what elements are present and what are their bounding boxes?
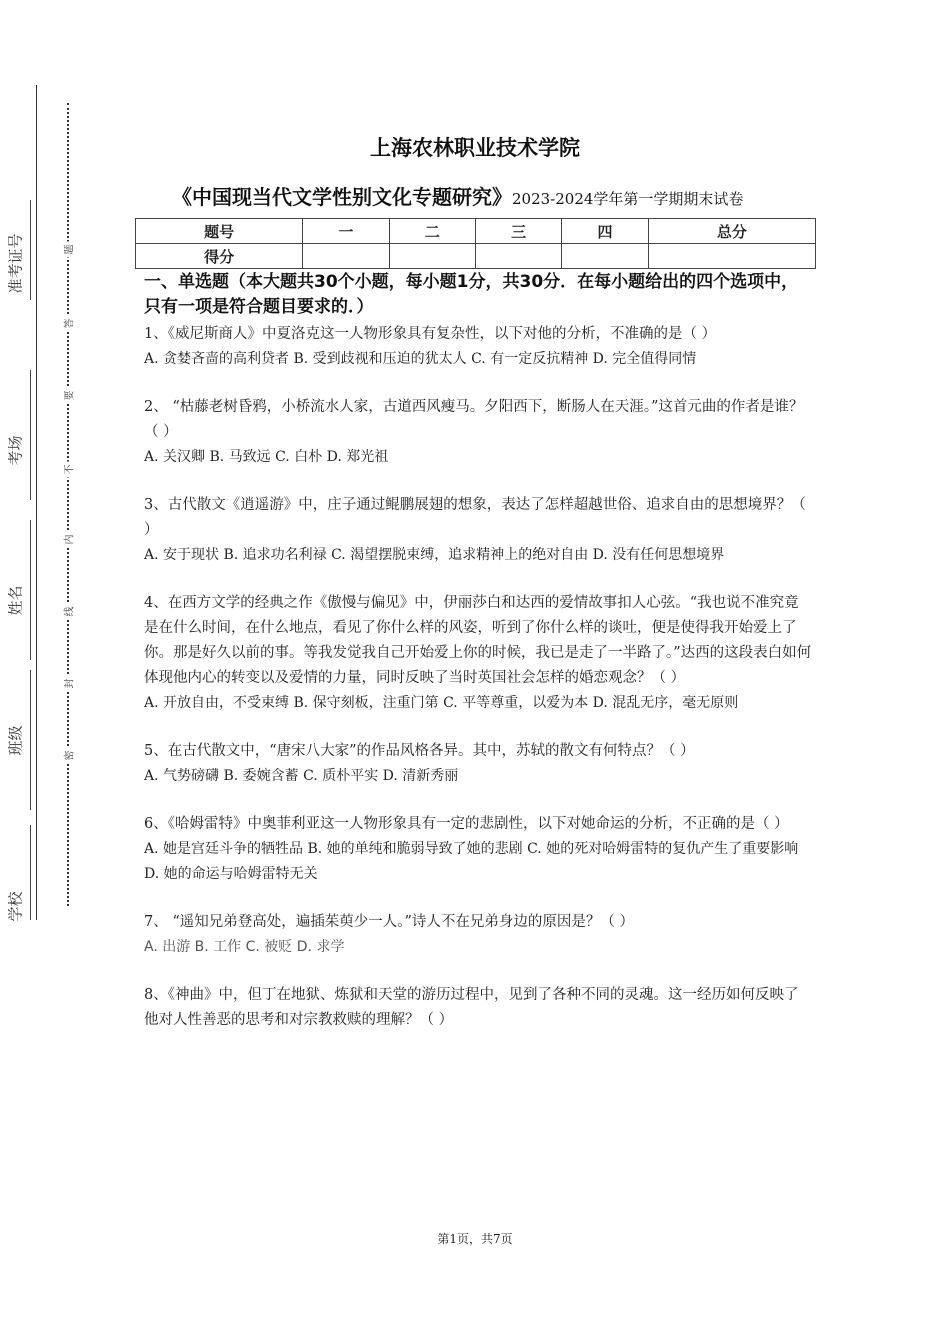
side-label-exam-room: 考场 [6,435,25,466]
fill-line [30,200,31,300]
question-options: A. 关汉卿 B. 马致远 C. 白朴 D. 郑光祖 [144,449,389,465]
question-stem: 8、《神曲》中，但丁在地狱、炼狱和天堂的游历过程中，见到了各种不同的灵魂。这一经历如何反映了他对人性善恶的思考和对宗教救赎的理解？（ ） [144,987,799,1028]
question-item [144,591,812,716]
question-item [144,493,812,568]
section-heading: 一、单选题（本大题共30个小题，每小题1分，共30分．在每小题给出的四个选项中，只有一项是符合题目要求的．） [144,272,799,317]
side-label-class: 班级 [6,725,25,756]
side-label-school: 学校 [6,891,25,922]
question-stem: 4、在西方文学的经典之作《傲慢与偏见》中，伊丽莎白和达西的爱情故事扣人心弦。“我也说不准究竟是在什么时间，在什么地点，看见了你什么样的风姿，听到了你什么样的谈吐，便是使得我开始爱上了你。那是好久以前的事。等我发觉我自己开始爱上你的时候，我已是走了一半路了。”达西的这段表白如何体现他内心的转变以及爱情的力量，同时反映了当时英国社会怎样的婚恋观念？（ ） [144,595,812,686]
score-cell[interactable] [562,244,648,269]
question-item [144,910,812,960]
question-item [144,322,812,372]
seal-char: 答 [61,316,76,332]
fill-line [30,670,31,810]
question-item [144,739,812,789]
table-header-cell: 四 [562,219,648,244]
question-item [144,983,812,1033]
question-options: A. 贪婪吝啬的高利贷者 B. 受到歧视和压迫的犹太人 C. 有一定反抗精神 D. 完全值得同情 [144,351,697,367]
question-options: A. 出游 B. 工作 C. 被贬 D. 求学 [144,939,345,955]
table-header-cell: 得分 [136,244,303,269]
fill-line [30,370,31,500]
seal-char: 线 [61,604,76,620]
fill-line [30,825,31,920]
fill-line [30,520,31,660]
seal-char: 内 [61,532,76,548]
question-stem: 1、《威尼斯商人》中夏洛克这一人物形象具有复杂性，以下对他的分析，不准确的是（ ） [144,326,717,342]
binding-solid-line [36,85,37,920]
course-title: 《中国现当代文学性别文化专题研究》 [172,185,512,209]
seal-char: 封 [61,676,76,692]
exam-subtitle [172,181,743,210]
table-header-cell: 一 [303,219,389,244]
table-header-cell: 题号 [136,219,303,244]
table-header-cell: 总分 [648,219,815,244]
table-row [136,244,816,269]
term-label: 2023-2024学年第一学期期末试卷 [512,190,744,208]
question-options: A. 她是宫廷斗争的牺牲品 B. 她的单纯和脆弱导致了她的悲剧 C. 她的死对哈姆雷特的复仇产生了重要影响 D. 她的命运与哈姆雷特无关 [144,841,799,882]
score-cell[interactable] [389,244,475,269]
question-item [144,395,812,470]
question-options: A. 安于现状 B. 追求功名利禄 C. 渴望摆脱束缚，追求精神上的绝对自由 D. 没有任何思想境界 [144,547,725,563]
question-stem: 3、古代散文《逍遥游》中，庄子通过鲲鹏展翅的想象，表达了怎样超越世俗、追求自由的思想境界？（ ） [144,497,806,538]
question-options: A. 开放自由，不受束缚 B. 保守刻板，注重门第 C. 平等尊重，以爱为本 D. 混乱无序，毫无原则 [144,695,739,711]
table-header-cell: 三 [475,219,561,244]
page-footer: 第1页，共7页 [437,1232,513,1246]
table-header-cell: 二 [389,219,475,244]
seal-char: 题 [61,242,76,258]
seal-char: 密 [61,748,76,764]
question-stem: 7、 “遥知兄弟登高处，遍插茱萸少一人。”诗人不在兄弟身边的原因是？（ ） [144,914,635,930]
score-cell[interactable] [475,244,561,269]
score-cell[interactable] [648,244,815,269]
question-stem: 6、《哈姆雷特》中奥菲利亚这一人物形象具有一定的悲剧性，以下对她命运的分析，不正确的是（ ） [144,816,789,832]
question-stem: 2、 “枯藤老树昏鸦，小桥流水人家，古道西风瘦马。夕阳西下，断肠人在天涯。”这首元曲的作者是谁？（ ） [144,399,804,440]
side-label-exam-number: 准考证号 [6,233,25,294]
question-stem: 5、在古代散文中，“唐宋八大家”的作品风格各异。其中，苏轼的散文有何特点？（ ） [144,743,695,759]
side-label-name: 姓名 [6,585,25,616]
question-item [144,812,812,887]
table-row [136,219,816,244]
school-title: 上海农林职业技术学院 [370,136,580,160]
score-cell[interactable] [303,244,389,269]
seal-char: 不 [61,462,76,478]
score-table [135,218,816,269]
binding-dotted-line [67,103,69,906]
seal-char: 要 [61,388,76,404]
question-options: A. 气势磅礴 B. 委婉含蓄 C. 质朴平实 D. 清新秀丽 [144,768,459,784]
question-list [144,270,812,1056]
